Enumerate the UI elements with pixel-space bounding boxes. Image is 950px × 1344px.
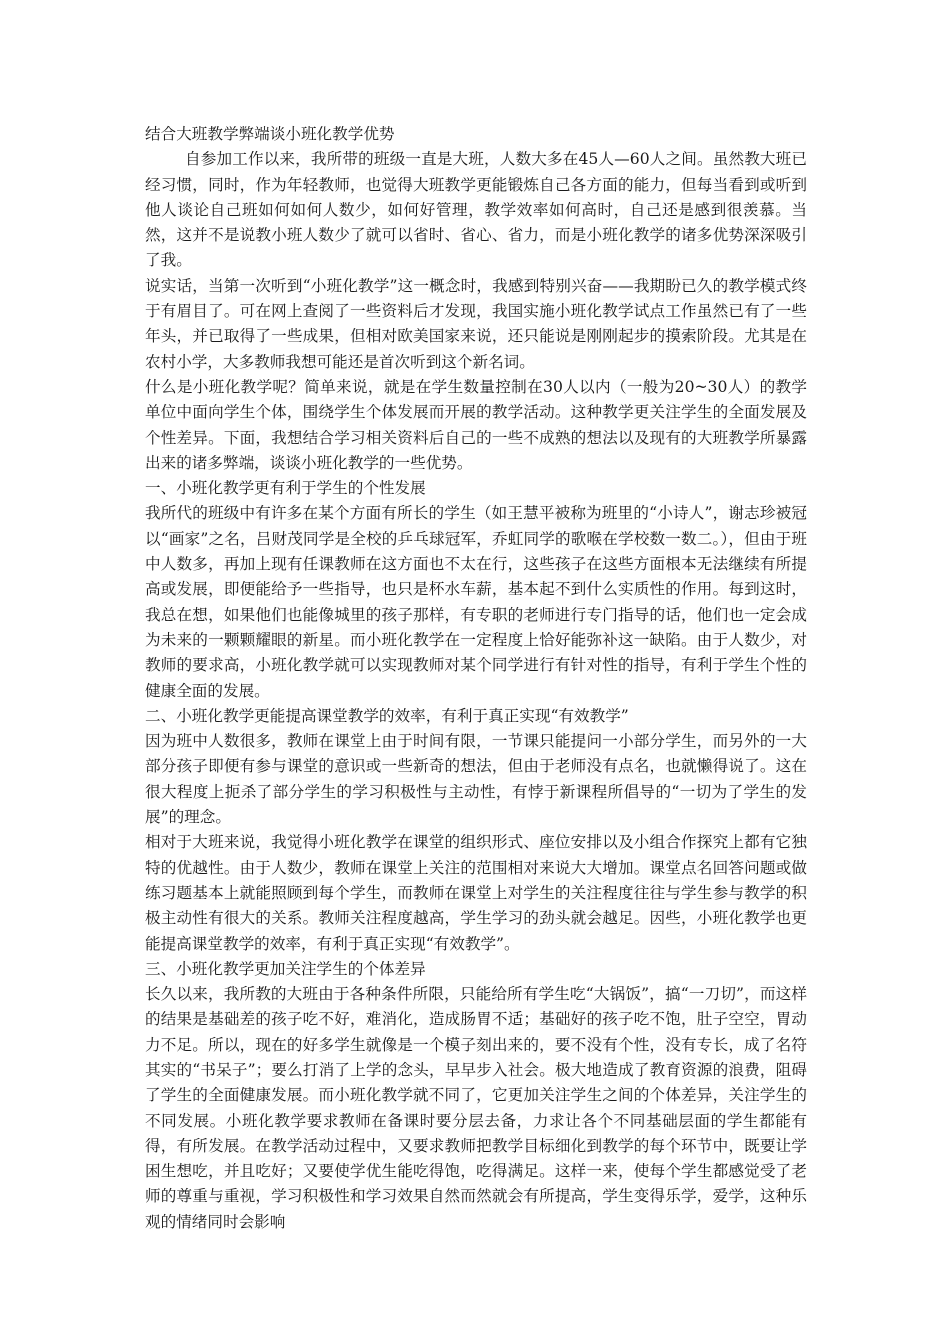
paragraph-first-hearing: 说实话，当第一次听到“小班化教学”这一概念时，我感到特别兴奋——我期盼已久的教学模式终于有眉目了。可在网上查阅了一些资料后才发现，我国实施小班化教学试点工作虽然已有了一些年头，并已取得了一些成果，但相对欧美国家来说，还只能说是刚刚起步的摸索阶段。尤其是在农村小学，大多教师我想可能还是首次听到这个新名词。 <box>145 276 807 371</box>
section-heading-1: 一、小班化教学更有利于学生的个性发展 <box>145 479 426 498</box>
section-heading-3: 三、小班化教学更加关注学生的个体差异 <box>145 959 426 978</box>
paragraph-section-2b: 相对于大班来说，我觉得小班化教学在课堂的组织形式、座位安排以及小组合作探究上都有它独特的优越性。由于人数少，教师在课堂上关注的范围相对来说大大增加。课堂点名回答问题或做练习题基本上就能照顾到每个学生，而教师在课堂上对学生的关注程度往往与学生参与教学的积极主动性有很大的关系。教师关注程度越高，学生学习的劲头就会越足。因些，小班化教学也更能提高课堂教学的效率，有利于真正实现“有效教学”。 <box>145 833 807 953</box>
document-page <box>145 122 807 1235</box>
paragraph-section-1: 我所代的班级中有许多在某个方面有所长的学生（如王慧平被称为班里的“小诗人”，谢志珍被冠以“画家”之名，吕财茂同学是全校的乒乓球冠军，乔虹同学的歌喉在学校数一数二。），但由于班中人数多，再加上现有任课教师在这方面也不太在行，这些孩子在这些方面根本无法继续有所提高或发展，即便能给予一些指导，也只是杯水车薪，基本起不到什么实质性的作用。每到这时，我总在想，如果他们也能像城里的孩子那样，有专职的老师进行专门指导的话，他们也一定会成为未来的一颗颗耀眼的新星。而小班化教学在一定程度上恰好能弥补这一缺陷。由于人数少，对教师的要求高，小班化教学就可以实现教师对某个同学进行有针对性的指导，有利于学生个性的健康全面的发展。 <box>145 504 807 700</box>
paragraph-definition: 什么是小班化教学呢？简单来说，就是在学生数量控制在30人以内（一般为20~30人）的教学单位中面向学生个体，围绕学生个体发展而开展的教学活动。这种教学更关注学生的全面发展及个性差异。下面，我想结合学习相关资料后自己的一些不成熟的想法以及现有的大班教学所暴露出来的诸多弊端，谈谈小班化教学的一些优势。 <box>145 377 807 472</box>
paragraph-section-3: 长久以来，我所教的大班由于各种条件所限，只能给所有学生吃“大锅饭”，搞“一刀切”，而这样的结果是基础差的孩子吃不好，难消化，造成肠胃不适；基础好的孩子吃不饱，肚子空空，胃动力不足。所以，现在的好多学生就像是一个模子刻出来的，要不没有个性，没有专长，成了名符其实的“书呆子”；要么打消了上学的念头，早早步入社会。极大地造成了教育资源的浪费，阻碍了学生的全面健康发展。而小班化教学就不同了，它更加关注学生之间的个体差异，关注学生的不同发展。小班化教学要求教师在备课时要分层去备，力求让各个不同基础层面的学生都能有得，有所发展。在教学活动过程中，又要求教师把教学目标细化到教学的每个环节中，既要让学困生想吃，并且吃好；又要使学优生能吃得饱，吃得满足。这样一来，使每个学生都感觉受了老师的尊重与重视，学习积极性和学习效果自然而然就会有所提高，学生变得乐学，爱学，这种乐观的情绪同时会影响 <box>145 985 807 1231</box>
paragraph-section-2a: 因为班中人数很多，教师在课堂上由于时间有限，一节课只能提问一小部分学生，而另外的一大部分孩子即便有参与课堂的意识或一些新奇的想法，但由于老师没有点名，也就懒得说了。这在很大程度上扼杀了部分学生的学习积极性与主动性，有悖于新课程所倡导的“一切为了学生的发展”的理念。 <box>145 732 807 827</box>
paragraph-intro: 自参加工作以来，我所带的班级一直是大班，人数大多在45人—60人之间。虽然教大班已经习惯，同时，作为年轻教师，也觉得大班教学更能锻炼自己各方面的能力，但每当看到或听到他人谈论自己班如何如何人数少，如何好管理，教学效率如何高时，自己还是感到很羡慕。当然，这并不是说教小班人数少了就可以省时、省心、省力，而是小班化教学的诸多优势深深吸引了我。 <box>145 150 807 270</box>
document-title: 结合大班教学弊端谈小班化教学优势 <box>145 125 395 143</box>
section-heading-2: 二、小班化教学更能提高课堂教学的效率，有利于真正实现“有效教学” <box>145 706 629 725</box>
